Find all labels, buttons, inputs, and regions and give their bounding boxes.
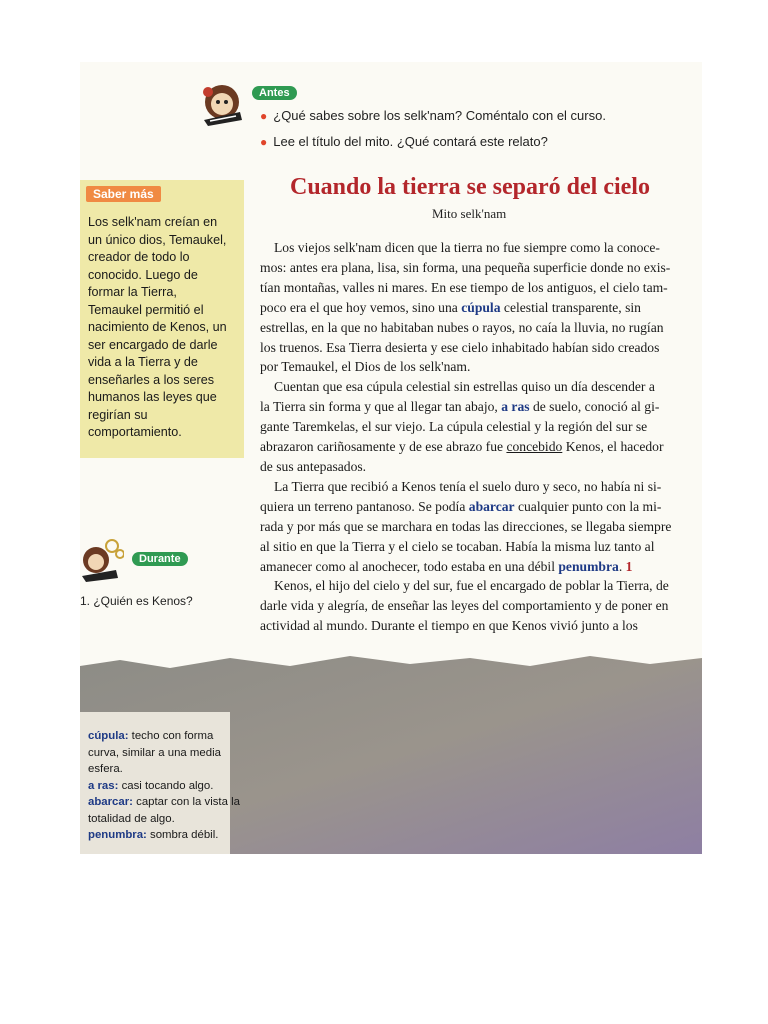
saber-mas-line: ser encargado de darle (88, 337, 218, 352)
antes-question-2: ● Lee el título del mito. ¿Qué contará este relato? (260, 134, 548, 149)
saber-mas-line: un único dios, Temaukel, (88, 232, 227, 247)
story-text: concebido (506, 439, 563, 455)
glossary-entry (88, 778, 240, 795)
story-line (260, 596, 690, 616)
story-text: la Tierra sin forma y que al llegar tan abajo, (260, 399, 502, 415)
story-text: rada y por más que se marchara en todas las direcciones, se llegaba siempre (260, 518, 672, 534)
saber-mas-line: vida a la Tierra y de (88, 355, 198, 369)
story-text: poco era el que hoy vemos, sino una (260, 299, 462, 315)
story-text: darle vida y alegría, de enseñar las leyes del comportamiento y de poner en (260, 598, 669, 614)
saber-mas-line: enseñarles a los seres (88, 372, 215, 387)
story-text: los truenos. Esa Tierra desierta y ese cielo inhabitado habían sido creados (260, 339, 660, 355)
story-text: amanecer como al anochecer, todo estaba en una débil (260, 558, 559, 574)
story-text: Los viejos selk'nam dicen que la tierra no fue siempre como la conoce- (274, 240, 660, 255)
antes-badge: Antes (252, 86, 297, 100)
story-line (260, 377, 690, 397)
story-text: tían montañas, valles ni mares. En ese tiempo de los antiguos, el cielo tam- (260, 279, 668, 295)
story-line (260, 357, 690, 377)
story-line (260, 497, 690, 517)
story-text: al sitio en que la Tierra y el cielo se tocaban. Había la misma luz tanto al (260, 538, 655, 554)
story-line (260, 457, 690, 477)
glossary-keyword: cúpula (461, 299, 501, 315)
story-text: celestial transparente, sin (500, 299, 641, 315)
story-line (260, 437, 690, 457)
durante-section (80, 532, 240, 612)
story-title: Cuando la tierra se separó del cielo (290, 174, 650, 200)
saber-mas-text (88, 214, 238, 442)
saber-mas-badge: Saber más (86, 186, 161, 202)
glossary-definition: techo con forma curva, similar a una media esfera. (88, 730, 221, 775)
antes-question-1: ● ¿Qué sabes sobre los selk'nam? Coméntalo con el curso. (260, 108, 606, 123)
story-line (260, 397, 690, 417)
story-text: Kenos, el hacedor (562, 439, 664, 455)
story-line (260, 298, 690, 318)
glossary-term: cúpula: (88, 730, 129, 742)
story-line (260, 417, 690, 437)
saber-mas-line: humanos las leyes que (88, 390, 217, 404)
story-line (260, 616, 690, 636)
glossary-definition: captar con la vista la totalidad de algo. (88, 796, 240, 825)
durante-badge: Durante (132, 552, 188, 566)
glossary-term: abarcar: (88, 796, 133, 808)
glossary-entry (88, 827, 240, 844)
glossary-term: penumbra: (88, 829, 147, 841)
story-text: Cuentan que esa cúpula celestial sin estrellas quiso un día descender a (274, 379, 655, 395)
story-line (260, 576, 690, 596)
saber-mas-line: regirían su (88, 407, 148, 422)
saber-mas-box (80, 180, 244, 458)
story-line (260, 258, 690, 278)
question-marker: 1 (625, 558, 633, 574)
story-text: estrellas, en la que no habitaban nubes o rayos, no caía la lluvia, no rugían (260, 319, 664, 335)
saber-mas-line: formar la Tierra, (88, 285, 177, 299)
saber-mas-line: creador de todo lo (88, 250, 190, 264)
story-text: La Tierra que recibió a Kenos tenía el suelo duro y seco, no había ni si- (274, 478, 662, 494)
story-line (260, 477, 690, 497)
mascot-thinking-icon (80, 536, 124, 584)
saber-mas-line: nacimiento de Kenos, un (88, 320, 227, 334)
story-subtitle: Mito selk'nam (432, 206, 507, 221)
saber-mas-line: Temaukel permitió el (88, 302, 204, 317)
story-text: cualquier punto con la mi- (514, 498, 662, 514)
glossary-term: a ras: (88, 779, 119, 792)
antes-section (200, 70, 680, 160)
story-text: . (618, 558, 626, 574)
story-text: de sus antepasados. (260, 458, 367, 474)
glossary-keyword: a ras (501, 399, 530, 415)
glossary-definition: sombra débil. (146, 829, 219, 841)
mascot-reading-icon (200, 80, 244, 128)
glossary (88, 728, 240, 844)
story-text: abrazaron cariñosamente y de ese abrazo fue (260, 439, 507, 455)
story-text: quiera un terreno pantanoso. Se podía (260, 498, 469, 514)
story-line (260, 238, 690, 258)
glossary-entry (88, 728, 240, 778)
glossary-keyword: penumbra (558, 558, 619, 574)
story-line (260, 537, 690, 557)
story-text: mos: antes era plana, lisa, sin forma, una pequeña superficie donde no exis- (260, 259, 671, 275)
story-text: por Temaukel, el Dios de los selk'nam. (260, 359, 471, 375)
story-line (260, 318, 690, 338)
story-text: gante Taremkelas, el sur viejo. La cúpula celestial y la región del sur se (260, 419, 648, 435)
saber-mas-line: comportamiento. (88, 425, 182, 439)
glossary-entry (88, 794, 240, 827)
glossary-keyword: abarcar (468, 498, 515, 514)
story-line (260, 338, 690, 358)
glossary-definition: casi tocando algo. (118, 779, 214, 792)
story-line (260, 278, 690, 298)
story-line (260, 517, 690, 537)
story-text: actividad al mundo. Durante el tiempo en que Kenos vivió junto a los (260, 618, 638, 634)
story-text: Kenos, el hijo del cielo y del sur, fue el encargado de poblar la Tierra, de (274, 578, 669, 594)
story-text: de suelo, conoció al gi- (529, 399, 660, 415)
story-line (260, 557, 690, 577)
saber-mas-line: Los selk'nam creían en (88, 215, 218, 229)
story-body (260, 238, 690, 636)
textbook-page (80, 62, 702, 854)
saber-mas-line: conocido. Luego de (88, 267, 198, 282)
durante-question: 1. ¿Quién es Kenos? (80, 594, 193, 608)
